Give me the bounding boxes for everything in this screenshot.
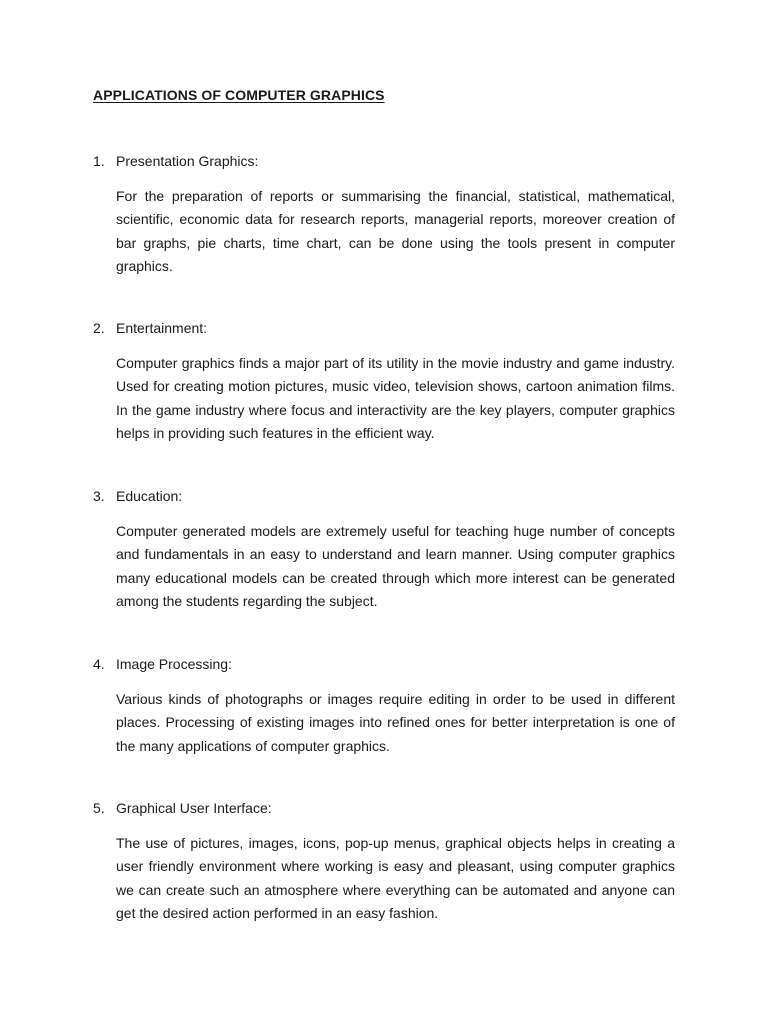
section-title: Graphical User Interface:: [116, 800, 272, 816]
section-body: Computer graphics finds a major part of its utility in the movie industry and game industry. Used for creating motion pictures, music video, television shows, cartoon animation films. In the game industry where focus and interactivity are the key players, computer graphics helps in providing such features in the efficient way.: [116, 355, 675, 441]
section-title: Education:: [116, 488, 183, 504]
section-body: For the preparation of reports or summarising the financial, statistical, mathematical, scientific, economic data for research reports, managerial reports, moreover creation of bar graphs, pie charts, time chart, can be done using the tools present in computer graphics.: [116, 188, 675, 274]
section-heading: [93, 799, 675, 817]
section-body: Computer generated models are extremely useful for teaching huge number of concepts and fundamentals in an easy to understand and learn manner. Using computer graphics many educational models can be created through which more interest can be generated among the students regarding the subject.: [116, 523, 675, 609]
section-image-processing: [93, 655, 675, 758]
section-number: 1.: [93, 153, 105, 169]
section-heading: [93, 487, 675, 505]
section-graphical-user-interface: [93, 799, 675, 925]
section-heading: [93, 152, 675, 170]
section-body: Various kinds of photographs or images require editing in order to be used in different places. Processing of existing images into refined ones for better interpretation is one of the many applications of computer graphics.: [116, 691, 675, 754]
section-presentation-graphics: [93, 152, 675, 278]
section-title: Image Processing:: [116, 656, 232, 672]
section-education: [93, 487, 675, 613]
section-number: 2.: [93, 320, 105, 336]
section-number: 4.: [93, 656, 105, 672]
section-body: The use of pictures, images, icons, pop-up menus, graphical objects helps in creating a user friendly environment where working is easy and pleasant, using computer graphics we can create such an atmosphere where everything can be automated and anyone can get the desired action performed in an easy fashion.: [116, 835, 675, 921]
section-heading: [93, 655, 675, 673]
section-number: 5.: [93, 800, 105, 816]
section-title: Entertainment:: [116, 320, 208, 336]
section-heading: [93, 319, 675, 337]
document-title: APPLICATIONS OF COMPUTER GRAPHICS: [93, 87, 385, 103]
section-entertainment: [93, 319, 675, 445]
section-number: 3.: [93, 488, 105, 504]
section-title: Presentation Graphics:: [116, 153, 259, 169]
